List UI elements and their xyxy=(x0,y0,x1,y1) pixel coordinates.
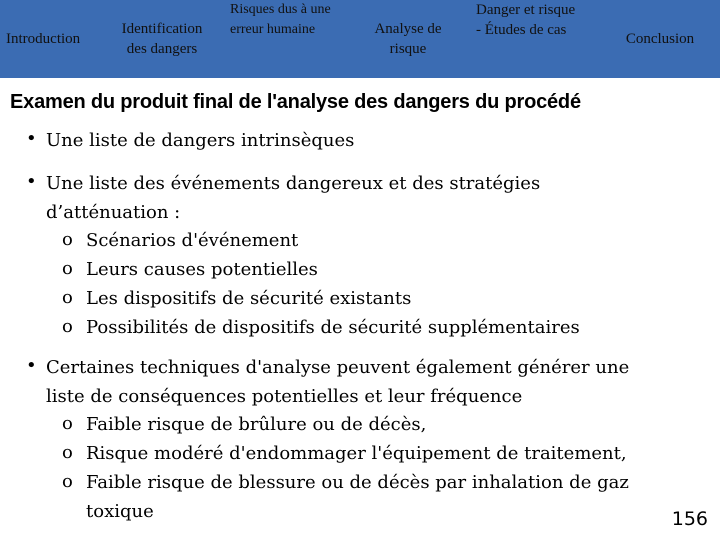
sub-bullet-line: Risque modéré d'endommager l'équipement de traitement, xyxy=(86,443,627,464)
sub-bullet-line: Scénarios d'événement xyxy=(86,230,299,251)
bullet-marker: • xyxy=(26,128,37,149)
sub-bullet-marker: o xyxy=(62,471,73,492)
bullet-marker: • xyxy=(26,355,37,376)
nav-tab-label-line: Risques dus à une xyxy=(230,2,331,17)
slide-title: Examen du produit final de l'analyse des dangers du procédé xyxy=(10,91,581,113)
page-number: 156 xyxy=(671,508,708,530)
bullet-3-line: liste de conséquences potentielles et leur fréquence xyxy=(46,386,523,407)
sub-bullet-line: Possibilités de dispositifs de sécurité supplémentaires xyxy=(86,317,580,338)
nav-tab-label-line: - Études de cas xyxy=(476,22,567,38)
sub-bullet-marker: o xyxy=(62,287,73,308)
bullet-2-line: Une liste des événements dangereux et des stratégies xyxy=(46,173,541,194)
sub-bullet-marker: o xyxy=(62,413,73,434)
sub-bullet-marker: o xyxy=(62,316,73,337)
nav-tab-label: Conclusion xyxy=(625,31,695,47)
nav-tab-label-line: Analyse de xyxy=(374,21,442,37)
sub-bullet-marker: o xyxy=(62,442,73,463)
sub-bullet-line: Faible risque de brûlure ou de décès, xyxy=(86,414,427,435)
bullet-3-line: Certaines techniques d'analyse peuvent également générer une xyxy=(46,357,630,378)
sub-bullet-line: Leurs causes potentielles xyxy=(86,259,318,280)
sub-bullet-marker: o xyxy=(62,258,73,279)
nav-tab-label-line: Identification xyxy=(121,21,203,37)
nav-tab-label-line: des dangers xyxy=(126,41,198,57)
nav-tab-label-line: Danger et risque xyxy=(476,2,576,18)
bullet-1-line: Une liste de dangers intrinsèques xyxy=(46,130,355,151)
bullet-marker: • xyxy=(26,171,37,192)
sub-bullet-marker: o xyxy=(62,229,73,250)
bullet-2-line: d’atténuation : xyxy=(46,202,181,223)
sub-bullet-line: Faible risque de blessure ou de décès par inhalation de gaz xyxy=(86,472,629,493)
sub-bullet-line: Les dispositifs de sécurité existants xyxy=(86,288,412,309)
nav-tab-label: Introduction xyxy=(6,31,81,47)
nav-tab-label-line: risque xyxy=(389,41,427,57)
sub-bullet-line: toxique xyxy=(86,501,154,522)
nav-tab-label-line: erreur humaine xyxy=(230,22,316,37)
